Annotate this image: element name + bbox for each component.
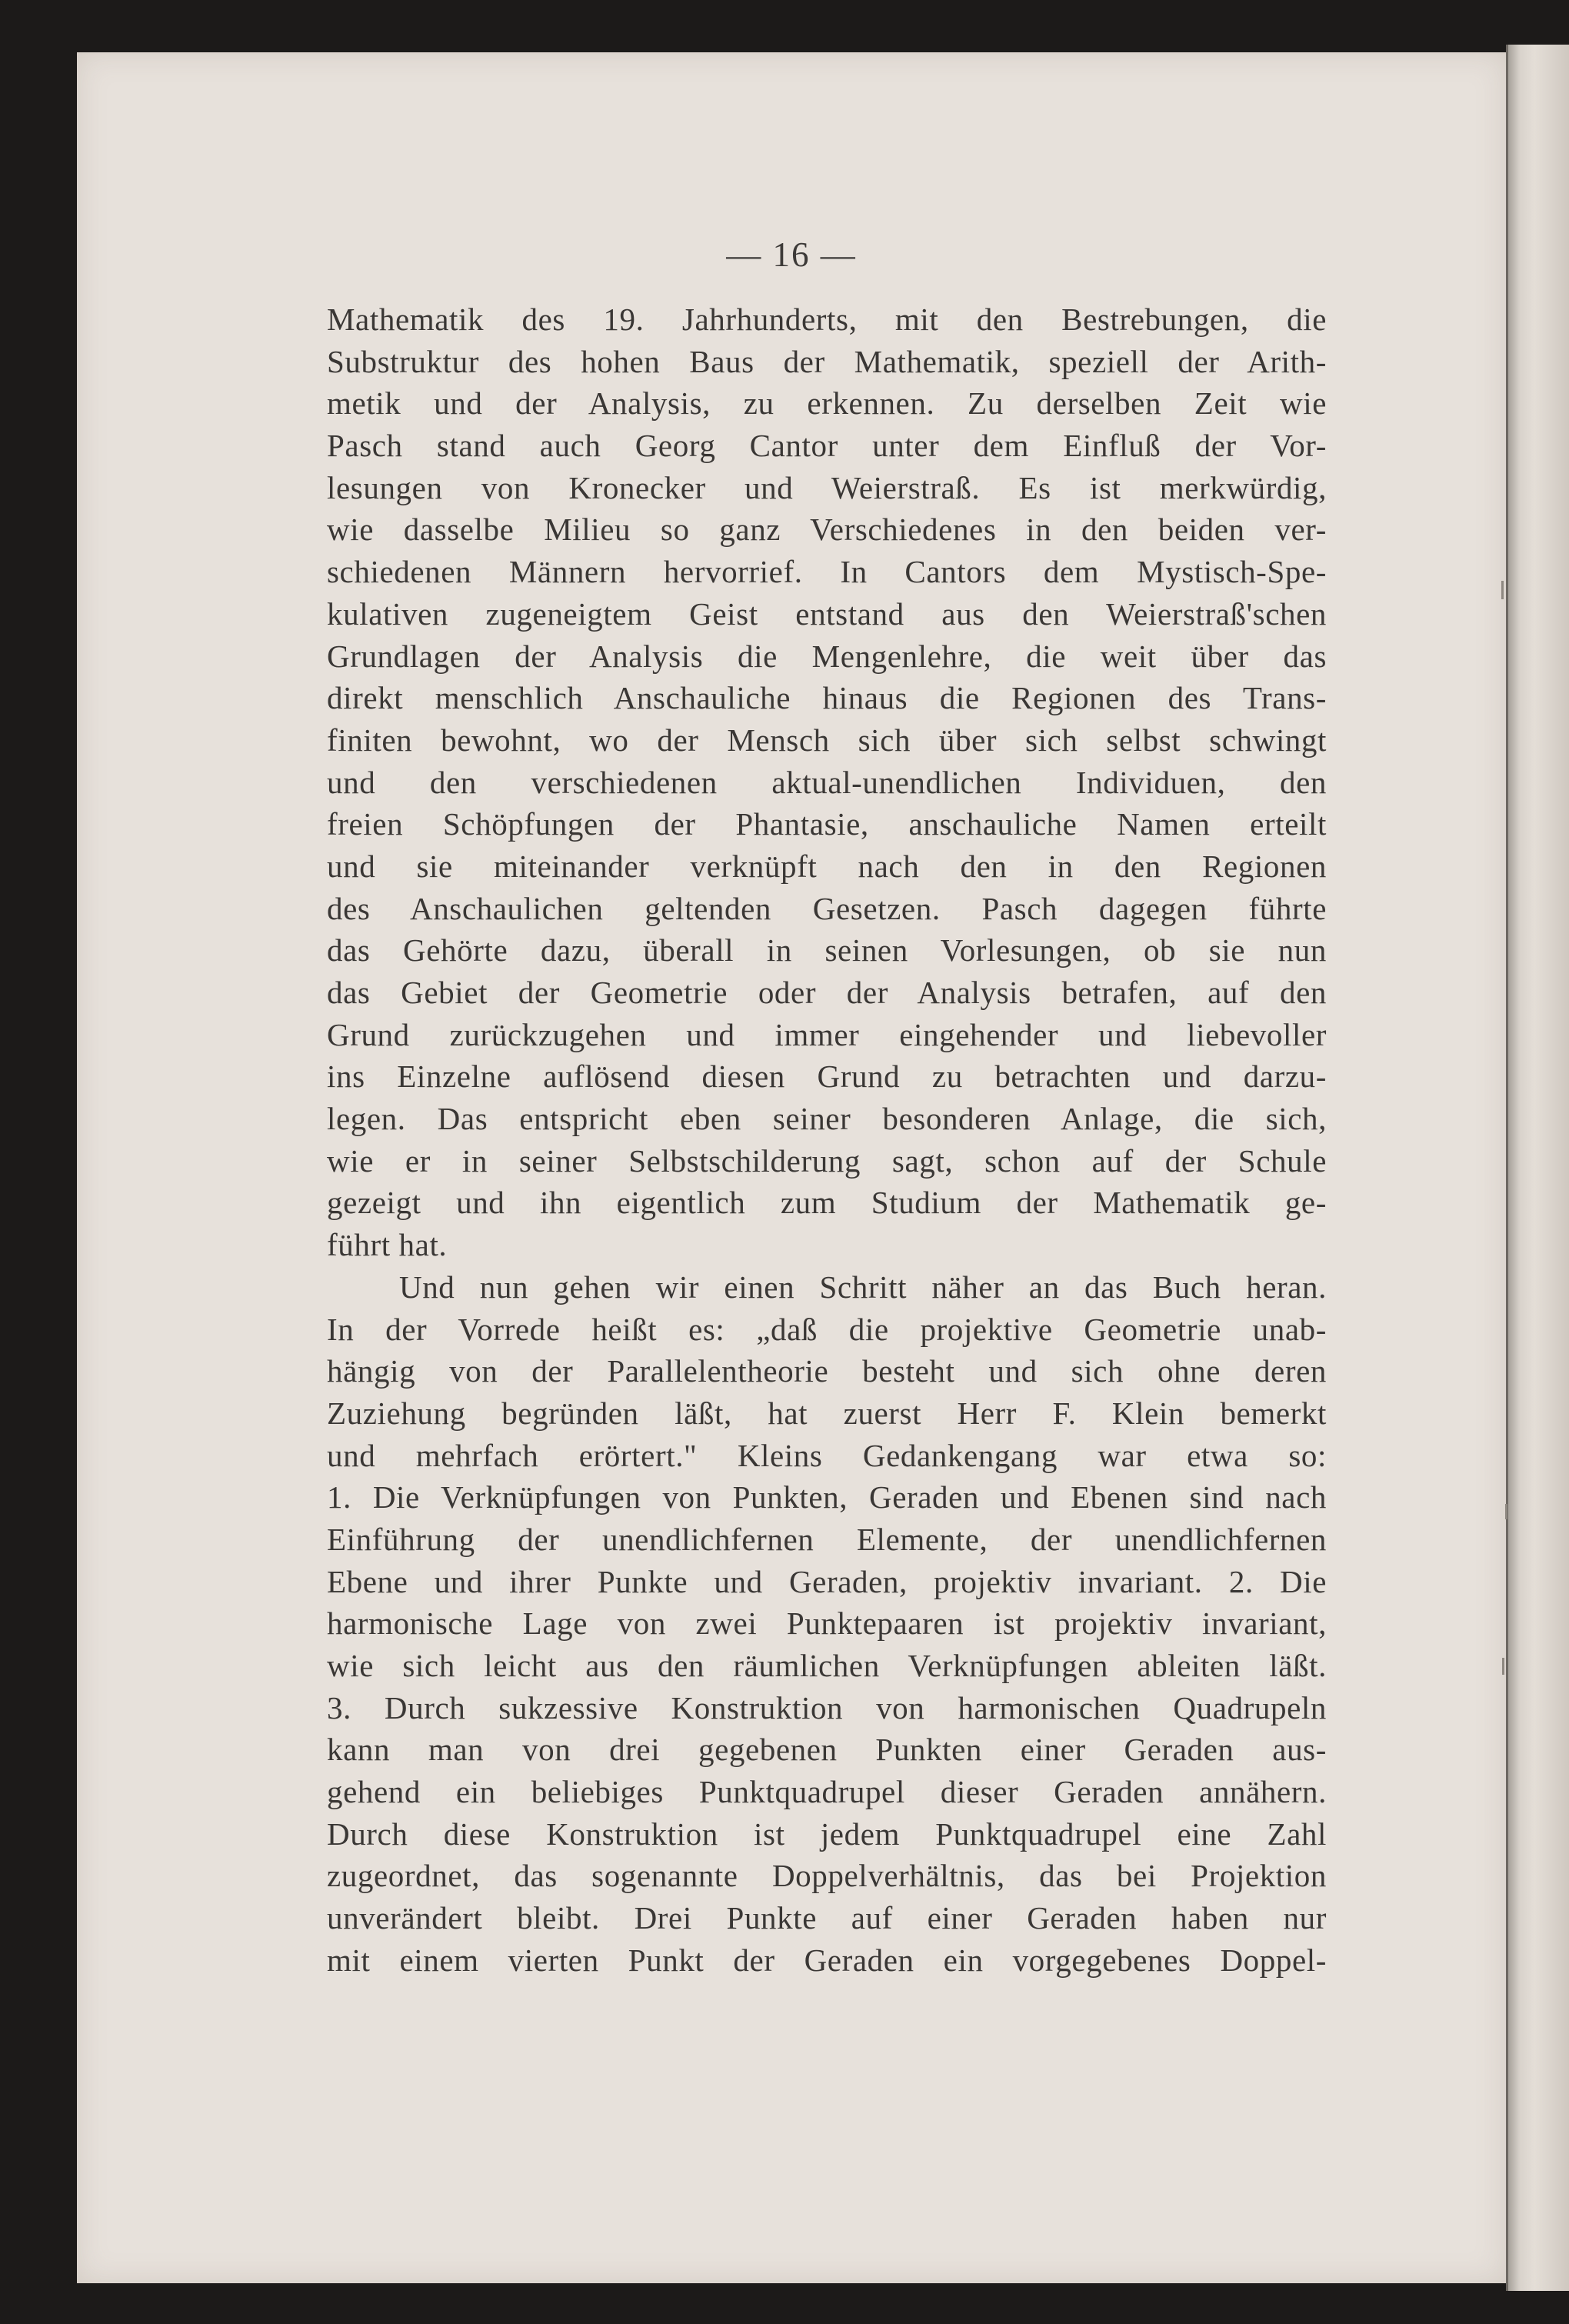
text-line: ins Einzelne auflösend diesen Grund zu betrachten und darzu-: [327, 1059, 1327, 1095]
text-line: zugeordnet, das sogenannte Doppelverhältnis, das bei Projektion: [327, 1858, 1327, 1894]
text-line: Grundlagen der Analysis die Mengenlehre, die weit über das: [327, 638, 1327, 674]
text-line: das Gebiet der Geometrie oder der Analysis betrafen, auf den: [327, 975, 1327, 1010]
text-line: mit einem vierten Punkt der Geraden ein vorgegebenes Doppel-: [327, 1942, 1327, 1978]
text-line: und sie miteinander verknüpft nach den in den Regionen: [327, 848, 1327, 884]
text-line: und mehrfach erörtert." Kleins Gedankengang war etwa so:: [327, 1437, 1327, 1473]
adjacent-page-edge: [1506, 45, 1569, 2291]
text-line: finiten bewohnt, wo der Mensch sich über sich selbst schwingt: [327, 722, 1327, 758]
text-line: harmonische Lage von zwei Punktepaaren ist projektiv invariant,: [327, 1605, 1327, 1642]
text-line: lesungen von Kronecker und Weierstraß. Es ist merkwürdig,: [327, 469, 1327, 505]
text-line: Zuziehung begründen läßt, hat zuerst Herr F. Klein bemerkt: [327, 1395, 1327, 1431]
text-line: und den verschiedenen aktual-unendlichen Individuen, den: [327, 764, 1327, 800]
page-gutter: [1506, 45, 1508, 2291]
text-line: hängig von der Parallelentheorie besteht und sich ohne deren: [327, 1353, 1327, 1389]
text-line: kulativen zugeneigtem Geist entstand aus den Weierstraß'schen: [327, 595, 1327, 632]
text-line: 1. Die Verknüpfungen von Punkten, Geraden und Ebenen sind nach: [327, 1479, 1327, 1515]
margin-mark: [1505, 1504, 1507, 1519]
text-line: Grund zurückzugehen und immer eingehender und liebevoller: [327, 1016, 1327, 1052]
text-line: 3. Durch sukzessive Konstruktion von harmonischen Quadrupeln: [327, 1689, 1327, 1725]
text-line: führt hat.: [327, 1227, 448, 1263]
text-line: direkt menschlich Anschauliche hinaus die Regionen des Trans-: [327, 680, 1327, 716]
text-line: metik und der Analysis, zu erkennen. Zu derselben Zeit wie: [327, 385, 1327, 422]
text-line: kann man von drei gegebenen Punkten einer Geraden aus-: [327, 1732, 1327, 1768]
text-line: schiedenen Männern hervorrief. In Cantors dem Mystisch-Spe-: [327, 554, 1327, 590]
text-line: Durch diese Konstruktion ist jedem Punktquadrupel eine Zahl: [327, 1816, 1327, 1852]
margin-mark: [1502, 1658, 1504, 1675]
text-line: das Gehörte dazu, überall in seinen Vorlesungen, ob sie nun: [327, 932, 1327, 969]
text-line: Einführung der unendlichfernen Elemente, der unendlichfernen: [327, 1521, 1327, 1557]
margin-mark: [1501, 581, 1504, 599]
page-number: — 16 —: [726, 235, 857, 274]
text-line: gehend ein beliebiges Punktquadrupel dieser Geraden annähern.: [327, 1774, 1327, 1810]
text-line: Mathematik des 19. Jahrhunderts, mit den Bestrebungen, die: [327, 302, 1327, 337]
text-line: des Anschaulichen geltenden Gesetzen. Pasch dagegen führte: [327, 890, 1327, 926]
text-line: In der Vorrede heißt es: „daß die projektive Geometrie unab-: [327, 1311, 1327, 1347]
text-line: wie sich leicht aus den räumlichen Verknüpfungen ableiten läßt.: [327, 1648, 1327, 1683]
text-line: Ebene und ihrer Punkte und Geraden, projektiv invariant. 2. Die: [327, 1563, 1327, 1599]
text-line: freien Schöpfungen der Phantasie, anschauliche Namen erteilt: [327, 806, 1327, 842]
text-line: unverändert bleibt. Drei Punkte auf einer Geraden haben nur: [327, 1900, 1327, 1936]
text-line: Pasch stand auch Georg Cantor unter dem Einfluß der Vor-: [327, 428, 1327, 464]
body-text: [327, 298, 1327, 1982]
text-line: wie dasselbe Milieu so ganz Verschiedenes in den beiden ver-: [327, 512, 1327, 548]
text-line: gezeigt und ihn eigentlich zum Studium der Mathematik ge-: [327, 1185, 1327, 1221]
text-line: Substruktur des hohen Baus der Mathematik, speziell der Arith-: [327, 343, 1327, 379]
text-line: legen. Das entspricht eben seiner besonderen Anlage, die sich,: [327, 1101, 1327, 1137]
text-line: Und nun gehen wir einen Schritt näher an das Buch heran.: [399, 1269, 1327, 1305]
text-line: wie er in seiner Selbstschilderung sagt, schon auf der Schule: [327, 1142, 1327, 1179]
